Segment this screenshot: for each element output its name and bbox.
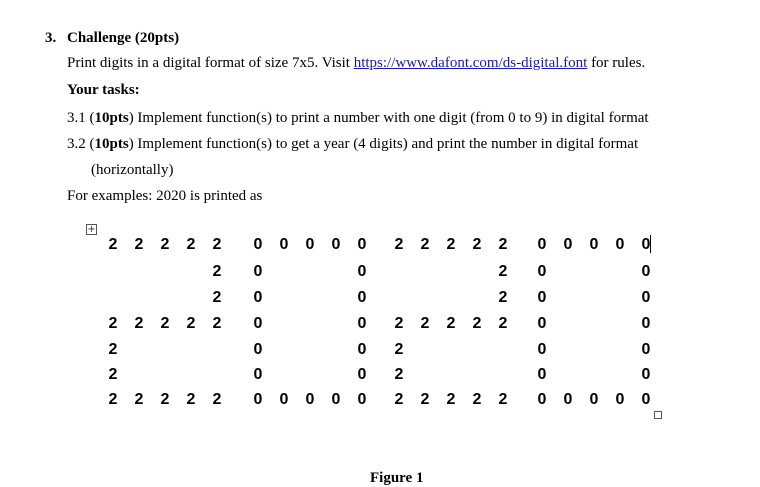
digit-cell: 2: [160, 391, 170, 408]
digit-cell: 0: [641, 341, 651, 358]
digit-cell: 2: [134, 236, 144, 253]
digit-cell: 2: [212, 236, 222, 253]
digit-cell: 0: [641, 263, 651, 280]
digit-cell: 0: [641, 315, 651, 332]
figure-caption: Figure 1: [370, 470, 424, 486]
task-1-text: ) Implement function(s) to print a number with one digit (from 0 to 9) in digital format: [128, 110, 649, 126]
digit-cell: 2: [394, 315, 404, 332]
digit-cell: 2: [472, 236, 482, 253]
digit-cell: 0: [357, 236, 367, 253]
digit-cell: 2: [446, 391, 456, 408]
digit-cell: 0: [563, 391, 573, 408]
digit-cell: 0: [279, 391, 289, 408]
task-1-points: 10pts: [94, 110, 129, 126]
digit-cell: 2: [134, 391, 144, 408]
digit-cell: 2: [108, 341, 118, 358]
digit-cell: 0: [305, 391, 315, 408]
digit-cell: 0: [589, 236, 599, 253]
digit-cell: 2: [212, 263, 222, 280]
digit-cell: 0: [641, 289, 651, 306]
digit-cell: 0: [253, 341, 263, 358]
digit-cell: 2: [498, 391, 508, 408]
digit-cell: 2: [186, 236, 196, 253]
digit-cell: 0: [331, 391, 341, 408]
digit-cell: 0: [537, 315, 547, 332]
digit-cell: 0: [537, 391, 547, 408]
digit-cell: 0: [641, 236, 651, 253]
digit-cell: 0: [357, 263, 367, 280]
task-2-text: ) Implement function(s) to get a year (4 digits) and print the number in digital format: [128, 136, 639, 152]
digit-cell: 2: [446, 236, 456, 253]
digit-cell: 2: [420, 391, 430, 408]
digit-cell: 0: [253, 289, 263, 306]
digit-cell: 0: [537, 341, 547, 358]
digit-cell: 2: [108, 391, 118, 408]
section-title: Challenge (20pts): [67, 30, 180, 46]
digit-cell: 2: [394, 366, 404, 383]
digit-cell: 2: [472, 315, 482, 332]
digit-cell: 2: [420, 236, 430, 253]
task-2-points: 10pts: [94, 136, 129, 152]
digit-cell: 0: [357, 391, 367, 408]
digit-cell: 2: [394, 341, 404, 358]
digit-cell: 0: [537, 236, 547, 253]
digit-cell: 0: [357, 366, 367, 383]
digit-cell: 0: [641, 391, 651, 408]
digit-cell: 2: [472, 391, 482, 408]
digit-cell: 2: [212, 289, 222, 306]
dafont-link[interactable]: https://www.dafont.com/ds-digital.font: [353, 55, 588, 71]
digit-cell: 2: [420, 315, 430, 332]
digit-cell: 0: [331, 236, 341, 253]
digit-cell: 0: [253, 366, 263, 383]
digit-cell: 0: [305, 236, 315, 253]
digit-cell: 0: [563, 236, 573, 253]
intro-text-end: for rules.: [587, 55, 646, 71]
digit-cell: 0: [253, 315, 263, 332]
digit-cell: 2: [212, 391, 222, 408]
digit-cell: 2: [134, 315, 144, 332]
digit-cell: 2: [498, 263, 508, 280]
task-2-number: 3.2 (: [67, 136, 95, 152]
digit-cell: 2: [498, 315, 508, 332]
digit-cell: 2: [108, 236, 118, 253]
digit-cell: 0: [615, 236, 625, 253]
digit-cell: 2: [160, 315, 170, 332]
digit-cell: 0: [253, 236, 263, 253]
tasks-heading: Your tasks:: [67, 82, 140, 98]
digit-cell: 0: [537, 289, 547, 306]
digit-cell: 0: [537, 366, 547, 383]
task-1-number: 3.1 (: [67, 110, 95, 126]
task-2-continuation: (horizontally): [91, 162, 174, 178]
digit-cell: 0: [253, 263, 263, 280]
digit-cell: 2: [186, 315, 196, 332]
digit-cell: 2: [446, 315, 456, 332]
digit-cell: 0: [357, 341, 367, 358]
digit-cell: 0: [279, 236, 289, 253]
digit-cell: 0: [253, 391, 263, 408]
intro-text: Print digits in a digital format of size 7x5. Visit: [67, 55, 354, 71]
digit-cell: 2: [498, 289, 508, 306]
digit-cell: 2: [160, 236, 170, 253]
digit-cell: 2: [498, 236, 508, 253]
digit-cell: 0: [641, 366, 651, 383]
move-handle-icon[interactable]: +: [87, 224, 96, 235]
digit-cell: 2: [186, 391, 196, 408]
digit-cell: 0: [615, 391, 625, 408]
section-number: 3.: [45, 30, 57, 46]
digit-cell: 0: [537, 263, 547, 280]
digit-cell: 2: [394, 236, 404, 253]
digit-cell: 0: [589, 391, 599, 408]
digit-cell: 2: [108, 366, 118, 383]
example-label: For examples: 2020 is printed as: [67, 188, 263, 204]
digit-cell: 0: [357, 289, 367, 306]
digit-cell: 2: [212, 315, 222, 332]
digit-cell: 0: [357, 315, 367, 332]
digit-cell: 2: [108, 315, 118, 332]
digit-cell: 2: [394, 391, 404, 408]
